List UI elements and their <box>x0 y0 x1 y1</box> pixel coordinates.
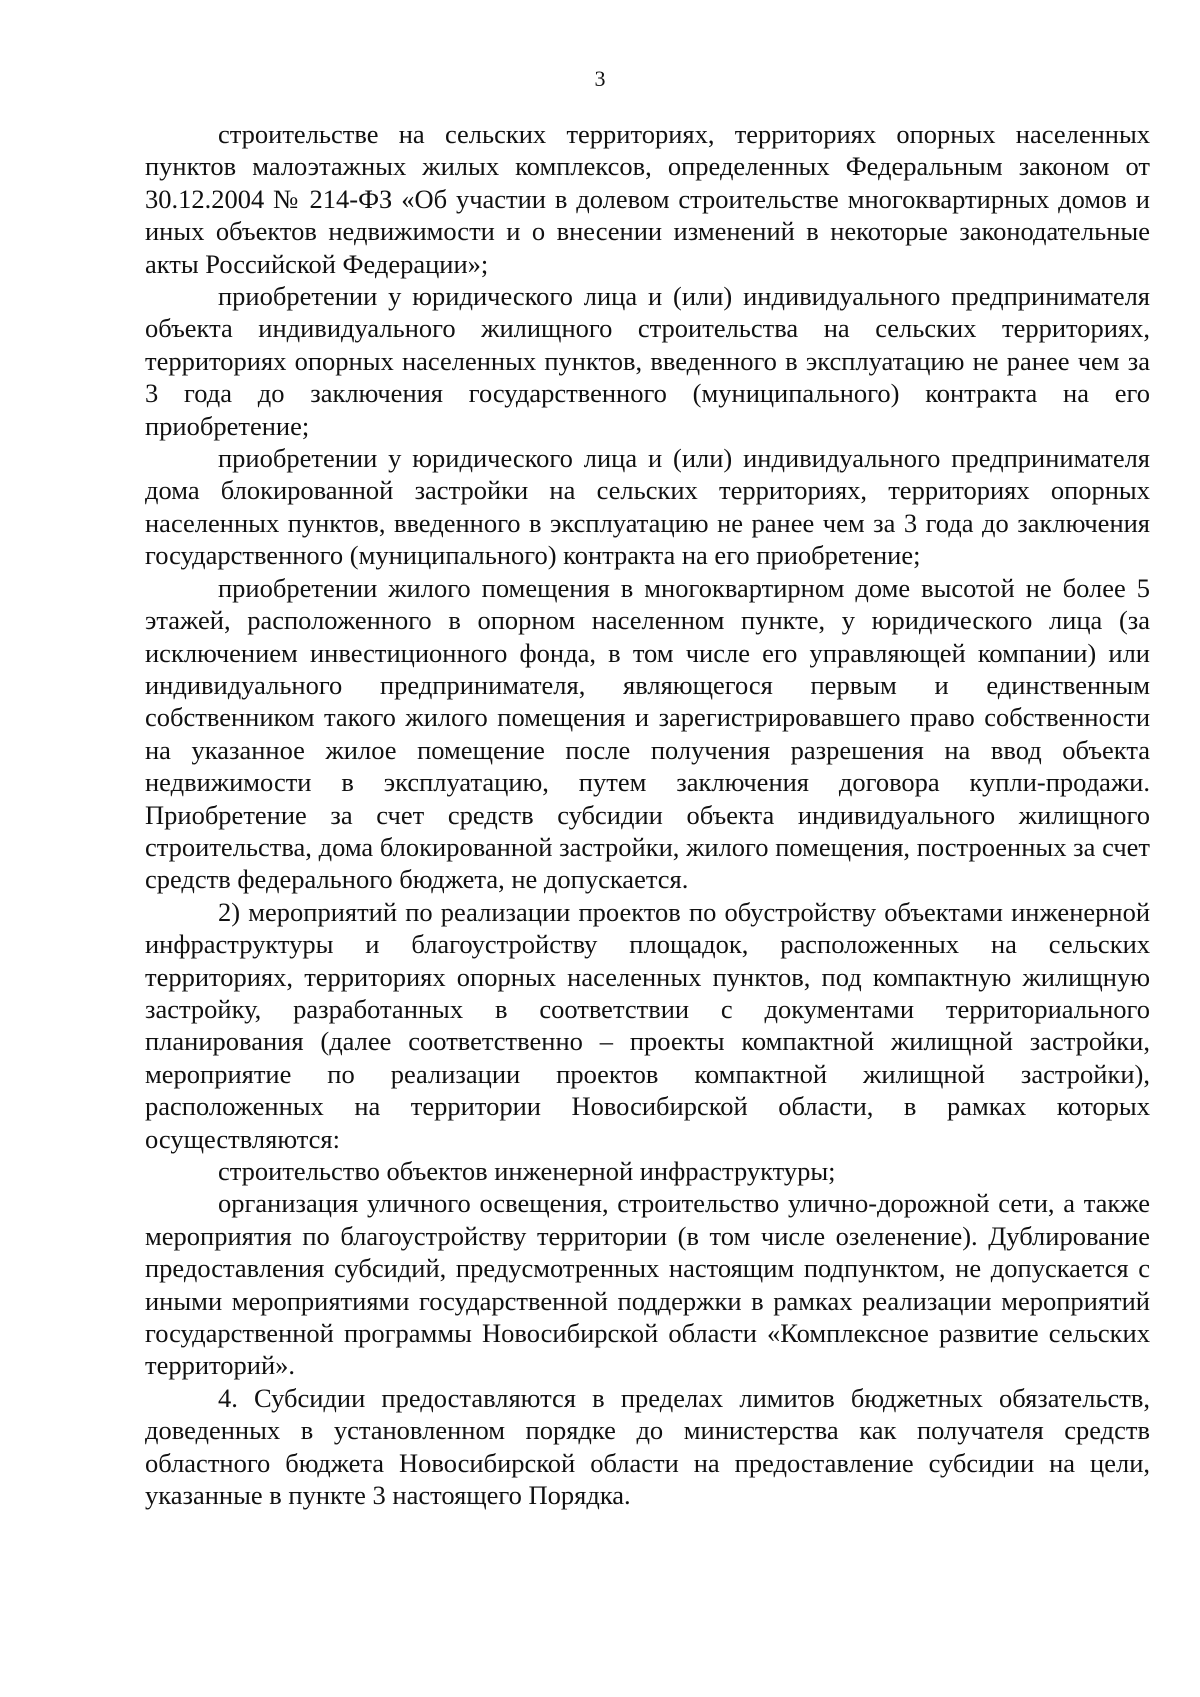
paragraph-item-4-subsidy-limits: 4. Субсидии предоставляются в пределах лимитов бюджетных обязательств, доведенных в установленном порядке до министерства как получателя средств областного бюджета Новосибирской области на предоставление субсидии на цели, указанные в пункте 3 настоящего Порядка. <box>145 1382 1150 1511</box>
paragraph-item-2-compact-housing: 2) мероприятий по реализации проектов по обустройству объектами инженерной инфраструктуры и благоустройству площадок, расположенных на сельских территориях, территориях опорных населенных пунктов, под компактную жилищную застройку, разработанных в соответствии с документами территориального планирования (далее соответственно – проекты компактной жилищной застройки, мероприятие по реализации проектов компактной жилищной застройки), расположенных на территории Новосибирской области, в рамках которых осуществляются: <box>145 896 1150 1154</box>
paragraph-continuation-construction: строительстве на сельских территориях, территориях опорных населенных пунктов малоэтажных жилых комплексов, определенных Федеральным законом от 30.12.2004 № 214-ФЗ «Об участии в долевом строительстве многоквартирных домов и иных объектов недвижимости и о внесении изменений в некоторые законодательные акты Российской Федерации»; <box>145 119 1150 279</box>
document-body <box>145 118 1150 1511</box>
page-number: 3 <box>594 66 606 91</box>
paragraph-infrastructure-construction: строительство объектов инженерной инфраструктуры; <box>218 1156 836 1186</box>
paragraph-acquisition-ijs: приобретении у юридического лица и (или) индивидуального предпринимателя объекта индивидуального жилищного строительства на сельских территориях, территориях опорных населенных пунктов, введенного в эксплуатацию не ранее чем за 3 года до заключения государственного (муниципального) контракта на его приобретение; <box>145 281 1150 441</box>
paragraph-acquisition-blocked-house: приобретении у юридического лица и (или) индивидуального предпринимателя дома блокированной застройки на сельских территориях, территориях опорных населенных пунктов, введенного в эксплуатацию не ранее чем за 3 года до заключения государственного (муниципального) контракта на его приобретение; <box>145 443 1150 571</box>
paragraph-acquisition-apartment: приобретении жилого помещения в многоквартирном доме высотой не более 5 этажей, расположенного в опорном населенном пункте, у юридического лица (за исключением инвестиционного фонда, в том числе его управляющей компании) или индивидуального предпринимателя, являющегося первым и единственным собственником такого жилого помещения и зарегистрировавшего право собственности на указанное жилое помещение после получения разрешения на ввод объекта недвижимости в эксплуатацию, путем заключения договора купли-продажи. Приобретение за счет средств субсидии объекта индивидуального жилищного строительства, дома блокированной застройки, жилого помещения, построенных за счет средств федерального бюджета, не допускается. <box>145 572 1150 895</box>
paragraph-street-lighting: организация уличного освещения, строительство улично-дорожной сети, а также мероприятия по благоустройству территории (в том числе озеленение). Дублирование предоставления субсидий, предусмотренных настоящим подпунктом, не допускается с иными мероприятиями государственной поддержки в рамках реализации мероприятий государственной программы Новосибирской области «Комплексное развитие сельских территорий». <box>145 1188 1150 1381</box>
